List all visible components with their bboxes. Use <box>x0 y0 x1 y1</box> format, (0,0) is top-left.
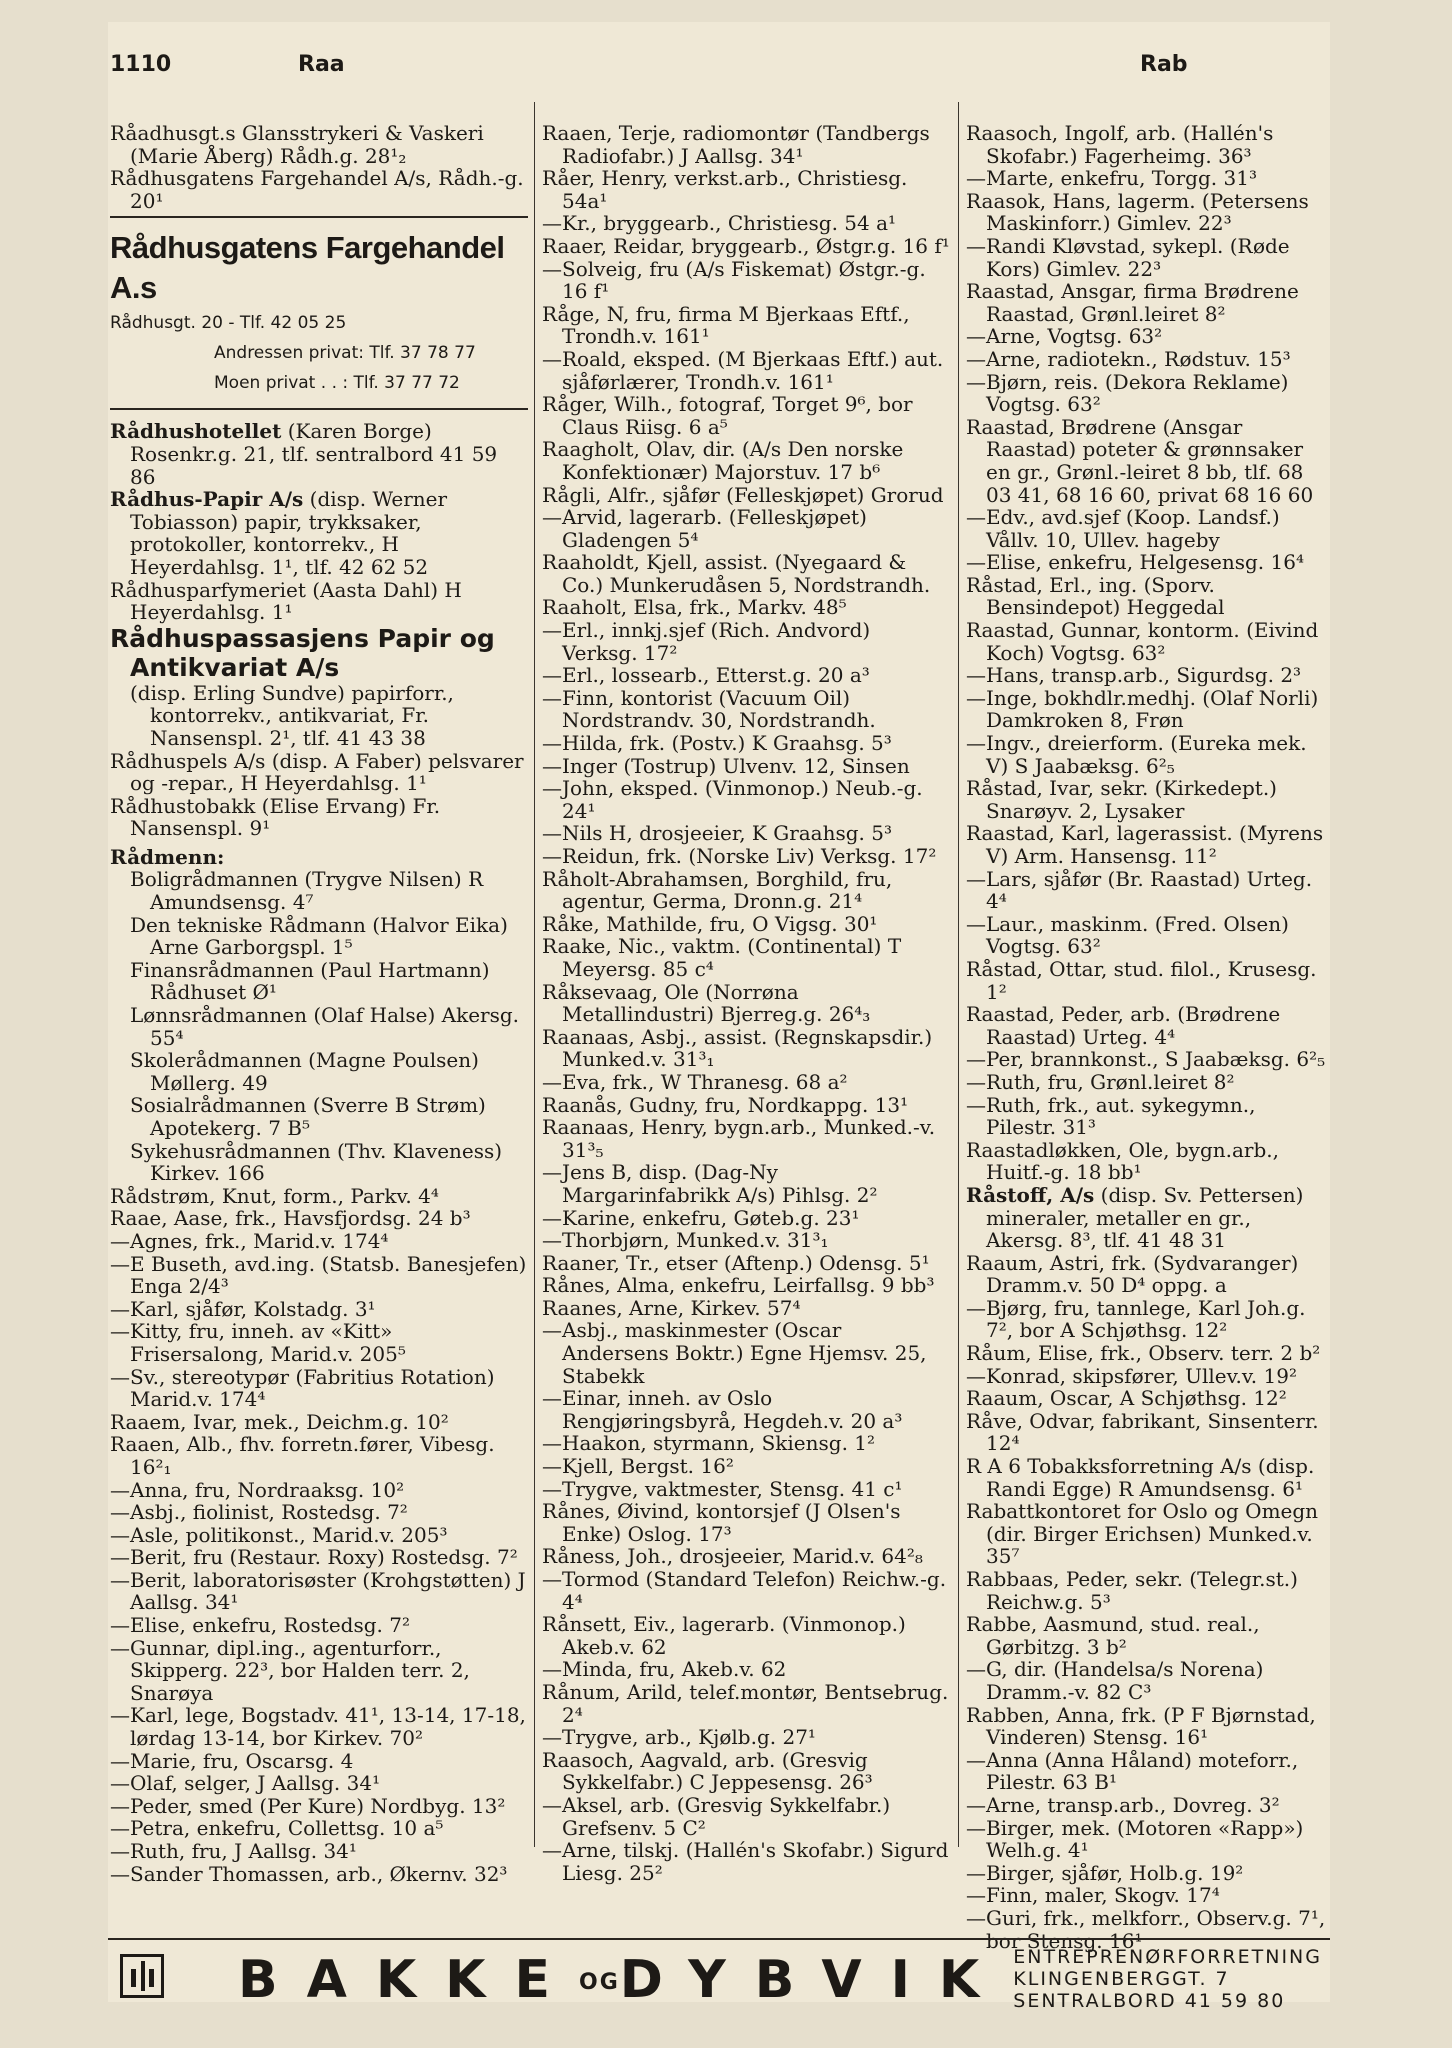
directory-entry: —Arvid, lagerarb. (Felleskjøpet) Gladengen 5⁴ <box>542 505 867 552</box>
ad-phone-line-1: Andressen privat: Tlf. 37 78 77 <box>214 343 476 364</box>
directory-entry: Råge, N, fru, firma M Bjerkaas Eftf., Trondh.v. 161¹ <box>542 301 910 349</box>
directory-entry: Rådhuspels A/s (disp. A Faber) pelsvarer og -repar., H Heyerdahlsg. 1¹ <box>110 748 524 796</box>
directory-entry: Raasoch, Ingolf, arb. (Hallén's Skofabr.) Fagerheimg. 36³ <box>966 121 1274 168</box>
directory-page <box>108 22 1330 2002</box>
directory-entry: Rånes, Alma, enkefru, Leirfallsg. 9 bb³ <box>542 1273 935 1298</box>
directory-entry: —Kitty, fru, inneh. av «Kitt» Frisersalong, Marid.v. 205⁵ <box>110 1319 406 1366</box>
directory-entry: —Minda, fru, Akeb.v. 62 <box>542 1657 787 1682</box>
directory-entry: —Elise, enkefru, Rostedsg. 7² <box>110 1613 410 1638</box>
directory-entry: Raaer, Reidar, bryggearb., Østgr.g. 16 f¹ <box>542 233 950 258</box>
directory-entry: —Finn, maler, Skogv. 17⁴ <box>966 1883 1220 1908</box>
directory-entry: Raaum, Oscar, A Schjøthsg. 12² <box>966 1386 1287 1411</box>
column-2 <box>542 122 952 1884</box>
directory-entry: Raastad, Gunnar, kontorm. (Eivind Koch) Vogtsg. 63² <box>966 618 1319 665</box>
directory-entry: Skolerådmannen (Magne Poulsen) Møllerg. 49 <box>130 1048 479 1095</box>
directory-entry: Rabbaas, Peder, sekr. (Telegr.st.) Reichw.g. 5³ <box>966 1567 1298 1614</box>
directory-entry: Raanås, Gudny, fru, Nordkappg. 13¹ <box>542 1092 909 1117</box>
directory-entry: Råger, Wilh., fotograf, Torget 9⁶, bor Claus Riisg. 6 a⁵ <box>542 392 913 439</box>
directory-entry: —Anna, fru, Nordraaksg. 10² <box>110 1477 405 1502</box>
column-divider-2 <box>958 102 959 1847</box>
directory-entry <box>966 1184 1326 1252</box>
directory-entry: —Einar, inneh. av Oslo Rengjøringsbyrå, Hegdeh.v. 20 a³ <box>542 1386 903 1433</box>
header-right-word: Rab <box>1140 52 1188 77</box>
directory-entry: —Ingv., dreierform. (Eureka mek. V) S Jaabæksg. 6²₅ <box>966 731 1307 778</box>
directory-entry: —Lars, sjåfør (Br. Raastad) Urteg. 4⁴ <box>966 866 1313 914</box>
directory-entry: Rådstrøm, Knut, form., Parkv. 4⁴ <box>110 1183 439 1208</box>
ad-line-1: ENTREPRENØRFORRETNING <box>1013 1946 1322 1968</box>
directory-entry: Råstad, Ottar, stud. filol., Krusesg. 1² <box>966 956 1317 1004</box>
directory-entry: Raasok, Hans, lagerm. (Petersens Maskinforr.) Gimlev. 22³ <box>966 188 1309 236</box>
directory-entry: Råstad, Erl., ing. (Sporv. Bensindepot) Heggedal <box>966 572 1225 620</box>
directory-entry: —Erl., innkj.sjef (Rich. Andvord) Verksg. 17² <box>542 618 871 665</box>
directory-entry: Råer, Henry, verkst.arb., Christiesg. 54a¹ <box>542 166 908 213</box>
directory-entry: —Inger (Tostrup) Ulvenv. 12, Sinsen <box>542 753 910 778</box>
directory-entry: —Erl., lossearb., Etterst.g. 20 a³ <box>542 663 870 688</box>
directory-entry: —Laur., maskinm. (Fred. Olsen) Vogtsg. 63² <box>966 911 1289 959</box>
directory-entry: —Asle, politikonst., Marid.v. 205³ <box>110 1522 448 1547</box>
directory-entry: —Karine, enkefru, Gøteb.g. 23¹ <box>542 1205 860 1230</box>
directory-entry: —Sv., stereotypør (Fabritius Rotation) Marid.v. 174⁴ <box>110 1364 495 1412</box>
directory-entry: Raastad, Peder, arb. (Brødrene Raastad) Urteg. 4⁴ <box>966 1002 1281 1049</box>
directory-entry: Rabben, Anna, frk. (P F Bjørnstad, Vinderen) Stensg. 16¹ <box>966 1702 1316 1750</box>
directory-entry: Råve, Odvar, fabrikant, Sinsenterr. 12⁴ <box>966 1408 1319 1456</box>
ad-name-right: DYBVIK <box>619 1950 1009 2010</box>
entry-bold-name: Rådhushotellet <box>110 419 282 444</box>
directory-entry: Lønnsrådmannen (Olaf Halse) Akersg. 55⁴ <box>130 1003 520 1050</box>
directory-entry: —Asbj., fiolinist, Rostedsg. 7² <box>110 1500 408 1525</box>
directory-entry <box>110 488 528 578</box>
directory-entry: —Berit, fru (Restaur. Roxy) Rostedsg. 7² <box>110 1545 518 1570</box>
directory-entry: R A 6 Tobakksforretning A/s (disp. Randi Egge) R Amundsensg. 6¹ <box>966 1454 1315 1501</box>
directory-entry: —Marte, enkefru, Torgg. 31³ <box>966 166 1257 191</box>
directory-entry: —Inge, bokhdlr.medhj. (Olaf Norli) Damkroken 8, Frøn <box>966 685 1319 733</box>
directory-entry: —Anna (Anna Håland) moteforr., Pilestr. 63 B¹ <box>966 1747 1299 1795</box>
directory-entry: Rådhustobakk (Elise Ervang) Fr. Nansenspl. 9¹ <box>110 793 441 841</box>
directory-entry: —Bjørg, fru, tannlege, Karl Joh.g. 7², bor A Schjøthsg. 12² <box>966 1295 1306 1343</box>
directory-entry: —Guri, frk., melkforr., Observ.g. 7¹, bor Stensg. 16¹ <box>966 1905 1326 1953</box>
directory-entry: —Marie, fru, Oscarsg. 4 <box>110 1748 354 1773</box>
directory-entry: —Ruth, frk., aut. sykegymn., Pilestr. 31³ <box>966 1092 1256 1140</box>
directory-entry: Råum, Elise, frk., Observ. terr. 2 b² <box>966 1341 1321 1366</box>
directory-entry: —Hilda, frk. (Postv.) K Graahsg. 5³ <box>542 731 892 756</box>
directory-entry: —Thorbjørn, Munked.v. 31³₁ <box>542 1228 829 1253</box>
directory-entry: Råness, Joh., drosjeeier, Marid.v. 64²₈ <box>542 1544 923 1569</box>
directory-entry: —Trygve, arb., Kjølb.g. 27¹ <box>542 1725 816 1750</box>
company-logo-icon <box>120 1954 164 1998</box>
directory-entry: Finansrådmannen (Paul Hartmann) Rådhuset Ø¹ <box>130 957 490 1005</box>
directory-entry: Raanes, Arne, Kirkev. 57⁴ <box>542 1295 801 1320</box>
ad-line-3: SENTRALBORD 41 59 80 <box>1013 1990 1286 2012</box>
directory-entry: —G, dir. (Handelsa/s Norena) Dramm.-v. 82 C³ <box>966 1657 1264 1704</box>
directory-entry: —Agnes, frk., Marid.v. 174⁴ <box>110 1228 389 1253</box>
directory-entry: Råksevaag, Ole (Norrøna Metallindustri) Bjerreg.g. 26⁴₃ <box>542 979 871 1027</box>
ad-line-2: KLINGENBERGGT. 7 <box>1013 1968 1230 1990</box>
ad-name-og: OG <box>579 1970 620 1995</box>
section-heading: Rådmenn: <box>110 844 225 869</box>
directory-entry: —Tormod (Standard Telefon) Reichw.-g. 4⁴ <box>542 1567 947 1614</box>
directory-entry: —Arne, Vogtsg. 63² <box>966 324 1163 349</box>
directory-entry: —Solveig, fru (A/s Fiskemat) Østgr.-g. 16 f¹ <box>542 256 926 304</box>
directory-entry: —Sander Thomassen, arb., Økernv. 32³ <box>110 1861 508 1886</box>
directory-entry: Raaholdt, Kjell, assist. (Nyegaard & Co.) Munkerudåsen 5, Nordstrandh. <box>542 550 931 597</box>
column-1 <box>110 122 528 1885</box>
directory-entry: Rånsett, Eiv., lagerarb. (Vinmonop.) Akeb.v. 62 <box>542 1612 906 1659</box>
directory-entry: Raastad, Karl, lagerassist. (Myrens V) Arm. Hansensg. 11² <box>966 821 1324 868</box>
directory-entry: Raaen, Terje, radiomontør (Tandbergs Radiofabr.) J Aallsg. 34¹ <box>542 121 930 168</box>
directory-entry: —Finn, kontorist (Vacuum Oil) Nordstrandv. 30, Nordstrandh. <box>542 685 876 733</box>
directory-entry: —Arne, tilskj. (Hallén's Skofabr.) Sigurd Liesg. 25² <box>542 1838 949 1885</box>
entry-rest: (disp. Werner Tobiasson) papir, trykksaker, protokoller, kontorrekv., H Heyerdahlsg. 1¹, tlf. 42 62 52 <box>130 487 448 579</box>
directory-entry: —Per, brannkonst., S Jaabæksg. 6²₅ <box>966 1047 1326 1072</box>
directory-entry: (disp. Erling Sundve) papirforr., kontorrekv., antikvariat, Fr. Nansenspl. 2¹, tlf. 41 43 38 <box>130 680 454 750</box>
directory-entry: Rådhusparfymeriet (Aasta Dahl) H Heyerdahlsg. 1¹ <box>110 577 462 625</box>
directory-entry: Råke, Mathilde, fru, O Vigsg. 30¹ <box>542 911 878 936</box>
ad-title: Rådhusgatens Fargehandel A.s <box>110 230 505 306</box>
directory-entry: —Eva, frk., W Thranesg. 68 a² <box>542 1069 848 1094</box>
directory-entry: Raanaas, Asbj., assist. (Regnskapsdir.) Munked.v. 31³₁ <box>542 1024 933 1072</box>
directory-entry: —E Buseth, avd.ing. (Statsb. Banesjefen) Enga 2/4³ <box>110 1251 527 1299</box>
directory-entry: Rånes, Øivind, kontorsjef (J Olsen's Enke) Oslog. 17³ <box>542 1499 901 1546</box>
directory-entry: —Petra, enkefru, Collettsg. 10 a⁵ <box>110 1816 444 1841</box>
directory-entry: Rabbe, Aasmund, stud. real., Gørbitzg. 3 b² <box>966 1612 1260 1659</box>
directory-entry: —Ruth, fru, Grønl.leiret 8² <box>966 1069 1235 1094</box>
directory-entry: Raasoch, Aagvald, arb. (Gresvig Sykkelfabr.) C Jeppesensg. 26³ <box>542 1747 873 1795</box>
bakke-dybvik-advertisement <box>108 1938 1330 2022</box>
directory-entry: Den tekniske Rådmann (Halvor Eika) Arne Garborgspl. 1⁵ <box>130 912 508 960</box>
directory-entry: Sykehusrådmannen (Thv. Klaveness) Kirkev. 166 <box>130 1138 503 1186</box>
ad-company-name <box>238 1950 1008 2013</box>
ad-address-line: Rådhusgt. 20 - Tlf. 42 05 25 <box>110 313 347 334</box>
ad-name-left: BAKKE <box>238 1950 579 2010</box>
directory-entry: Raaum, Astri, frk. (Sydvaranger) Dramm.v. 50 D⁴ oppg. a <box>966 1250 1299 1298</box>
directory-entry: —Roald, eksped. (M Bjerkaas Eftf.) aut. sjåførlærer, Trondh.v. 161¹ <box>542 346 944 394</box>
directory-entry: —Olaf, selger, J Aallsg. 34¹ <box>110 1771 381 1796</box>
column-3 <box>966 122 1326 1952</box>
directory-entry: Raaem, Ivar, mek., Deichm.g. 10² <box>110 1409 449 1434</box>
directory-entry: Rånum, Arild, telef.montør, Bentsebrug. 2⁴ <box>542 1679 949 1727</box>
page-number: 1110 <box>110 52 172 77</box>
directory-entry: Råadhusgt.s Glansstrykeri & Vaskeri (Marie Åberg) Rådh.g. 28¹₂ <box>110 121 484 168</box>
directory-entry: Raastad, Ansgar, firma Brødrene Raastad, Grønl.leiret 8² <box>966 279 1299 326</box>
directory-entry: —Karl, lege, Bogstadv. 41¹, 13-14, 17-18, lørdag 13-14, bor Kirkev. 70² <box>110 1703 526 1751</box>
directory-entry: —Jens B, disp. (Dag-Ny Margarinfabrikk A/s) Pihlsg. 2² <box>542 1160 878 1207</box>
directory-entry: —Reidun, frk. (Norske Liv) Verksg. 17² <box>542 844 937 868</box>
directory-entry: —John, eksped. (Vinmonop.) Neub.-g. 24¹ <box>542 776 923 823</box>
directory-entry: —Bjørn, reis. (Dekora Reklame) Vogtsg. 63² <box>966 369 1289 417</box>
directory-entry: —Ruth, fru, J Aallsg. 34¹ <box>110 1839 357 1863</box>
directory-entry: —Birger, sjåfør, Holb.g. 19² <box>966 1860 1244 1885</box>
fargehandel-ad-box <box>110 216 528 410</box>
directory-entry: —Aksel, arb. (Gresvig Sykkelfabr.) Grefsenv. 5 C² <box>542 1792 891 1840</box>
entry-bold-name: Råstoff, A/s <box>966 1182 1095 1207</box>
directory-entry: —Nils H, drosjeeier, K Graahsg. 5³ <box>542 821 893 846</box>
directory-entry: Raaner, Tr., etser (Aftenp.) Odensg. 5¹ <box>542 1250 930 1275</box>
directory-entry: Rågli, Alfr., sjåfør (Felleskjøpet) Grorud <box>542 482 944 507</box>
directory-entry: Rådhusgatens Fargehandel A/s, Rådh.-g. 20¹ <box>110 166 524 213</box>
directory-entry: Raake, Nic., vaktm. (Continental) T Meyersg. 85 c⁴ <box>542 934 902 981</box>
directory-entry: Rabattkontoret for Oslo og Omegn (dir. Birger Erichsen) Munked.v. 35⁷ <box>966 1499 1319 1569</box>
directory-entry: —Trygve, vaktmester, Stensg. 41 c¹ <box>542 1476 903 1501</box>
directory-entry: —Karl, sjåfør, Kolstadg. 3¹ <box>110 1296 376 1321</box>
ad-contact-block <box>1013 1946 1322 2012</box>
directory-entry: Raaen, Alb., fhv. forretn.fører, Vibesg. 16²₁ <box>110 1432 495 1479</box>
ad-phone-line-2: Moen privat . . : Tlf. 37 77 72 <box>214 373 460 394</box>
column-divider-1 <box>534 102 535 1847</box>
directory-entry: —Haakon, styrmann, Skiensg. 1² <box>542 1431 876 1456</box>
directory-entry: —Gunnar, dipl.ing., agenturforr., Skipperg. 22³, bor Halden terr. 2, Snarøya <box>110 1635 470 1705</box>
directory-entry: Råholt-Abrahamsen, Borghild, fru, agentur, Germa, Dronn.g. 21⁴ <box>542 866 893 914</box>
entry-rest: (Karen Borge) Rosenkr.g. 21, tlf. sentralbord 41 59 86 <box>130 419 498 489</box>
directory-entry: Raae, Aase, frk., Havsfjordsg. 24 b³ <box>110 1206 471 1231</box>
header-left-word: Raa <box>298 52 345 77</box>
directory-entry: —Arne, transp.arb., Dovreg. 3² <box>966 1792 1280 1817</box>
directory-entry: —Peder, smed (Per Kure) Nordbyg. 13² <box>110 1793 506 1818</box>
directory-entry: Raastadløkken, Ole, bygn.arb., Huitf.-g. 18 bb¹ <box>966 1137 1279 1185</box>
directory-entry: Raagholt, Olav, dir. (A/s Den norske Konfektionær) Majorstuv. 17 b⁶ <box>542 437 904 484</box>
directory-entry <box>110 420 528 488</box>
directory-entry: —Konrad, skipsfører, Ullev.v. 19² <box>966 1363 1297 1388</box>
directory-entry: Sosialrådmannen (Sverre B Strøm) Apotekerg. 7 B⁵ <box>130 1093 486 1140</box>
directory-entry: Raanaas, Henry, bygn.arb., Munked.-v. 31³₅ <box>542 1115 936 1162</box>
directory-entry: —Berit, laboratorisøster (Krohgstøtten) J Aallsg. 34¹ <box>110 1567 526 1615</box>
directory-entry: Boligrådmannen (Trygve Nilsen) R Amundsensg. 4⁷ <box>130 867 484 915</box>
directory-entry: —Elise, enkefru, Helgesensg. 16⁴ <box>966 550 1304 575</box>
directory-entry: —Hans, transp.arb., Sigurdsg. 2³ <box>966 663 1302 688</box>
directory-entry: —Randi Kløvstad, sykepl. (Røde Kors) Gimlev. 22³ <box>966 233 1290 281</box>
directory-heading-entry: Rådhuspassasjens Papir og Antikvariat A/s <box>110 623 495 682</box>
directory-entry: —Arne, radiotekn., Rødstuv. 15³ <box>966 346 1291 371</box>
directory-entry: Raastad, Brødrene (Ansgar Raastad) poteter & grønnsaker en gr., Grønl.-leiret 8 bb, tlf. 68 03 41, 68 16 60, privat 68 16 60 <box>966 414 1314 507</box>
directory-entry: —Kjell, Bergst. 16² <box>542 1454 734 1479</box>
directory-entry: —Kr., bryggearb., Christiesg. 54 a¹ <box>542 211 897 236</box>
directory-entry: —Birger, mek. (Motoren «Rapp») Welh.g. 4¹ <box>966 1815 1304 1863</box>
entry-bold-name: Rådhus-Papir A/s <box>110 487 304 512</box>
directory-entry: —Edv., avd.sjef (Koop. Landsf.) Vållv. 10, Ullev. hageby <box>966 505 1280 552</box>
entry-rest: (disp. Sv. Pettersen) mineraler, metaller en gr., Akersg. 8³, tlf. 41 48 31 <box>986 1182 1304 1253</box>
directory-entry: Raaholt, Elsa, frk., Markv. 48⁵ <box>542 595 847 620</box>
directory-entry: —Asbj., maskinmester (Oscar Andersens Boktr.) Egne Hjemsv. 25, Stabekk <box>542 1318 927 1388</box>
directory-entry: Råstad, Ivar, sekr. (Kirkedept.) Snarøyv. 2, Lysaker <box>966 776 1277 823</box>
